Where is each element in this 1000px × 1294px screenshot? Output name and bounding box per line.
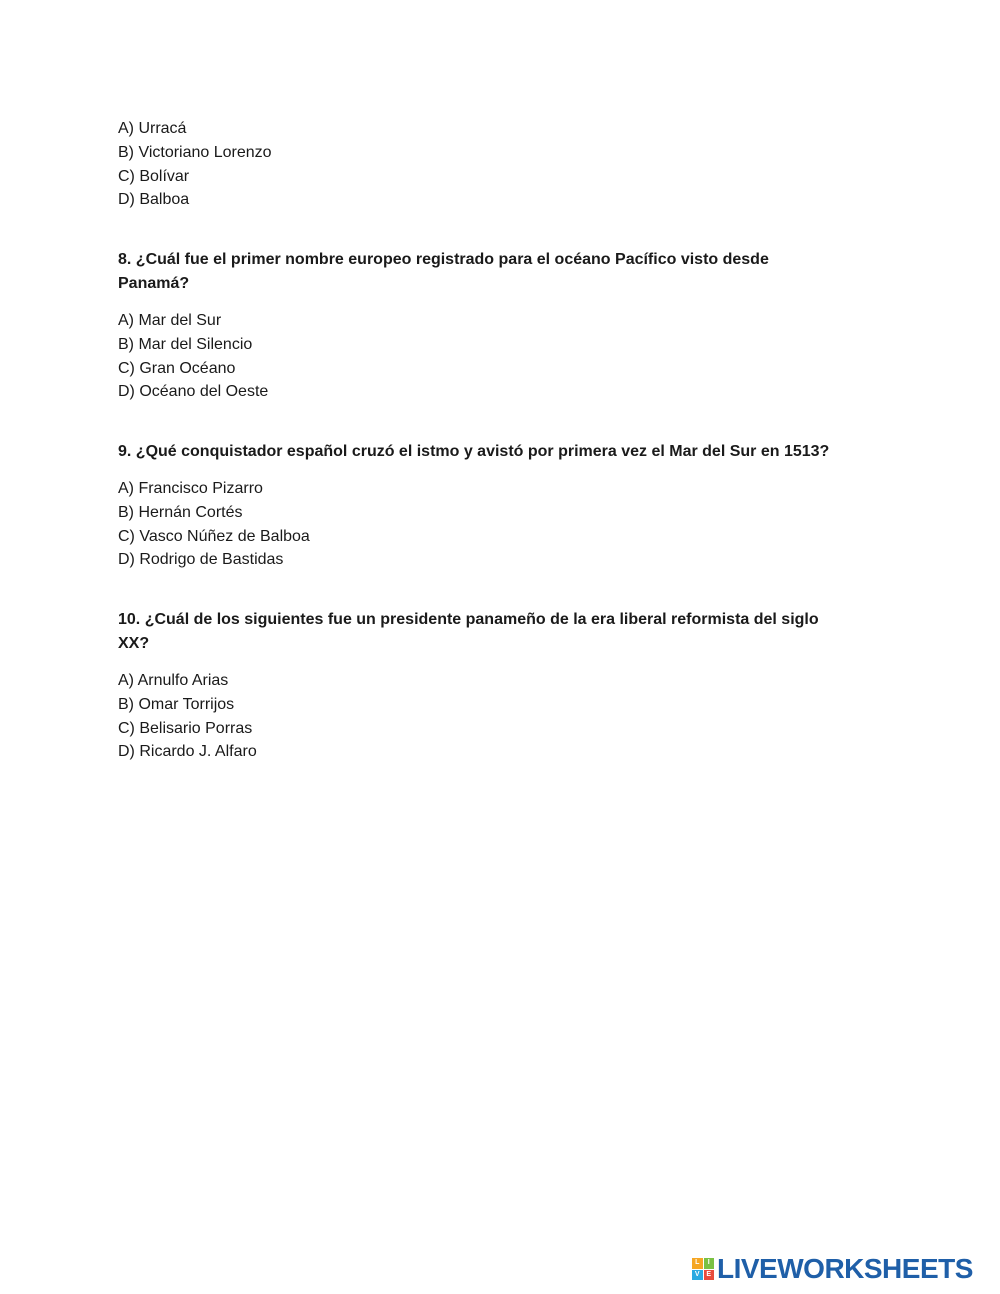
q7-option-d[interactable]: D) Balboa	[118, 191, 190, 209]
q8-question	[118, 248, 878, 296]
q10-question	[118, 608, 878, 656]
q10-question-line1: 10. ¿Cuál de los siguientes fue un presidente panameño de la era liberal reformista del siglo	[118, 611, 819, 628]
q10-option-a[interactable]: A) Arnulfo Arias	[118, 672, 229, 689]
logo-mark-i: I	[704, 1258, 715, 1269]
logo-mark-v: V	[692, 1270, 703, 1281]
q8-option-a[interactable]: A) Mar del Sur	[118, 312, 222, 329]
q10-option-d[interactable]: D) Ricardo J. Alfaro	[118, 743, 257, 761]
q9-option-c[interactable]: C) Vasco Núñez de Balboa	[118, 527, 310, 545]
q9-option-d[interactable]: D) Rodrigo de Bastidas	[118, 551, 284, 569]
q7-option-c[interactable]: C) Bolívar	[118, 167, 190, 185]
q8-option-d[interactable]: D) Océano del Oeste	[118, 383, 269, 401]
logo-mark-e: E	[704, 1270, 715, 1281]
q7-option-a[interactable]: A) Urracá	[118, 120, 187, 137]
q10-question-line2: XX?	[118, 635, 150, 652]
q10-option-c[interactable]: C) Belisario Porras	[118, 719, 253, 737]
q9-option-b[interactable]: B) Hernán Cortés	[118, 503, 243, 521]
logo-wordmark: LIVEWORKSHEETS	[717, 1253, 973, 1284]
q10-option-b[interactable]: B) Omar Torrijos	[118, 695, 235, 713]
q8-question-line2: Panamá?	[118, 275, 190, 292]
q9-options	[118, 477, 878, 572]
q9-option-a[interactable]: A) Francisco Pizarro	[118, 480, 263, 497]
q10-options	[118, 669, 878, 764]
liveworksheets-logo-icon	[692, 1258, 714, 1280]
liveworksheets-logo	[692, 1254, 973, 1284]
q8-options	[118, 309, 878, 404]
q7-options	[118, 117, 878, 212]
q8-question-line1: 8. ¿Cuál fue el primer nombre europeo registrado para el océano Pacífico visto desde	[118, 251, 769, 268]
q8-option-c[interactable]: C) Gran Océano	[118, 359, 236, 377]
q7-option-b[interactable]: B) Victoriano Lorenzo	[118, 143, 272, 161]
q8-option-b[interactable]: B) Mar del Silencio	[118, 335, 253, 353]
q9-question	[118, 440, 918, 464]
q9-question-line1: 9. ¿Qué conquistador español cruzó el istmo y avistó por primera vez el Mar del Sur en 1513?	[118, 443, 830, 460]
logo-mark-l: L	[692, 1258, 703, 1269]
